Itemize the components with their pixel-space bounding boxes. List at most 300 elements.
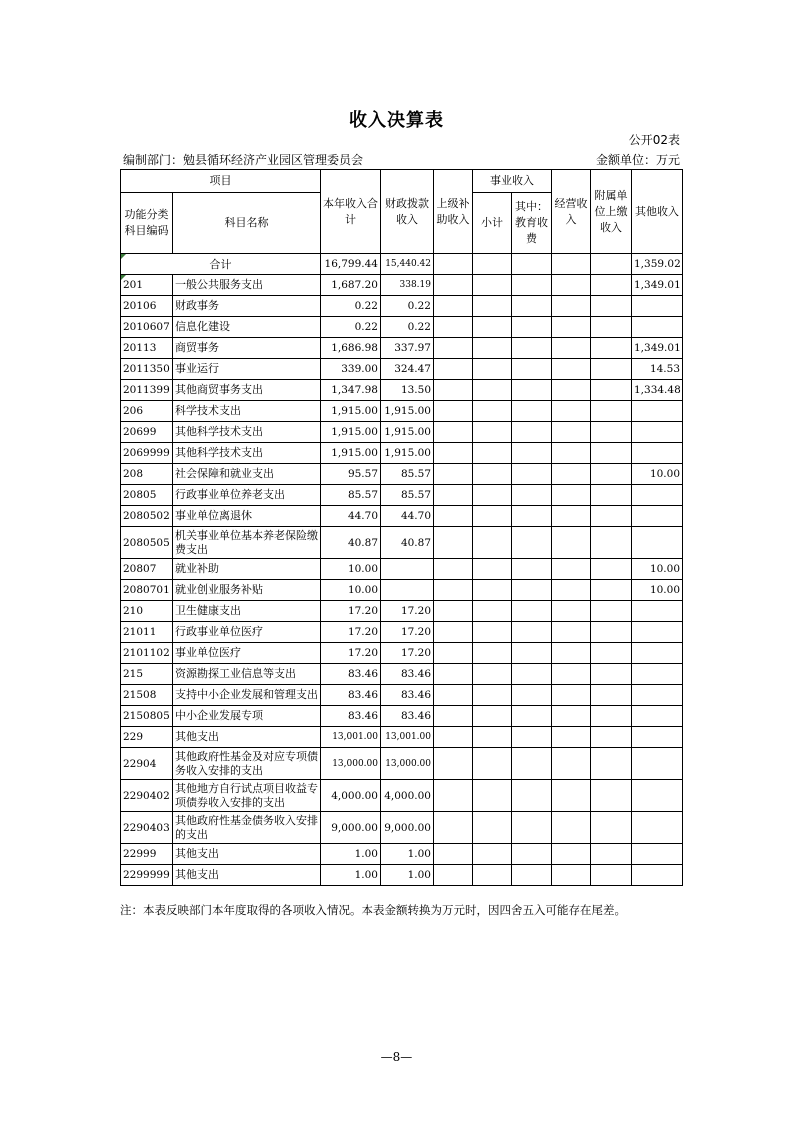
subject-name: 支持中小企业发展和管理支出 [173, 685, 321, 706]
table-row [121, 727, 683, 748]
table-row [121, 485, 683, 506]
subject-name: 商贸事务 [173, 338, 321, 359]
header-operating: 经营收入 [552, 170, 591, 254]
operating-value [552, 748, 591, 780]
subject-name: 其他政府性基金债务收入安排的支出 [173, 812, 321, 844]
business-subtotal-value [473, 380, 512, 401]
subsidiary-value [591, 812, 632, 844]
subject-name: 其他科学技术支出 [173, 443, 321, 464]
operating-value [552, 727, 591, 748]
table-row [121, 643, 683, 664]
subsidiary-value [591, 485, 632, 506]
subject-code: 20106 [121, 296, 173, 317]
business-subtotal-value [473, 748, 512, 780]
operating-value [552, 464, 591, 485]
subject-name: 事业单位离退休 [173, 506, 321, 527]
other-income-value: 1,334.48 [632, 380, 683, 401]
superior-value [434, 844, 473, 865]
total-income-value: 13,000.00 [321, 748, 381, 780]
total-income-value: 10.00 [321, 580, 381, 601]
header-item: 项目 [121, 170, 321, 193]
other-income-value [632, 727, 683, 748]
subject-name: 就业补助 [173, 559, 321, 580]
superior-value [434, 506, 473, 527]
subject-name: 资源勘探工业信息等支出 [173, 664, 321, 685]
business-subtotal-value [473, 485, 512, 506]
superior-value [434, 443, 473, 464]
table-row [121, 401, 683, 422]
superior-value [434, 380, 473, 401]
subject-name: 一般公共服务支出 [173, 275, 321, 296]
total-income-value: 40.87 [321, 527, 381, 559]
superior-value [434, 812, 473, 844]
fiscal-value: 1,915.00 [381, 401, 434, 422]
table-row [121, 622, 683, 643]
subject-code: 20805 [121, 485, 173, 506]
fiscal-value: 13.50 [381, 380, 434, 401]
total-income-value: 1,915.00 [321, 401, 381, 422]
edu-fee-value [512, 580, 552, 601]
compiling-department: 编制部门：勉县循环经济产业园区管理委员会 [123, 153, 364, 167]
subsidiary-value [591, 780, 632, 812]
fiscal-value: 17.20 [381, 643, 434, 664]
superior-value [434, 338, 473, 359]
table-row [121, 706, 683, 727]
other-income-value [632, 401, 683, 422]
subsidiary-value [591, 865, 632, 886]
operating-value [552, 622, 591, 643]
superior-value [434, 464, 473, 485]
fiscal-value: 83.46 [381, 685, 434, 706]
subject-code: 229 [121, 727, 173, 748]
business-subtotal-value [473, 622, 512, 643]
total-income-value: 83.46 [321, 685, 381, 706]
table-row [121, 748, 683, 780]
header-total-income: 本年收入合计 [321, 170, 381, 254]
business-subtotal-value [473, 865, 512, 886]
subject-code: 22999 [121, 844, 173, 865]
subject-name: 社会保障和就业支出 [173, 464, 321, 485]
business-subtotal-value [473, 580, 512, 601]
operating-value [552, 844, 591, 865]
edu-fee-value [512, 622, 552, 643]
subject-name: 事业单位医疗 [173, 643, 321, 664]
operating-value [552, 664, 591, 685]
subject-name: 其他商贸事务支出 [173, 380, 321, 401]
operating-value [552, 296, 591, 317]
subject-name: 其他地方自行试点项目收益专项债券收入安排的支出 [173, 780, 321, 812]
business-subtotal-value [473, 443, 512, 464]
page-title: 收入决算表 [349, 110, 444, 131]
superior-value [434, 485, 473, 506]
superior-value [434, 275, 473, 296]
subject-code: 20807 [121, 559, 173, 580]
other-income-value [632, 317, 683, 338]
operating-value [552, 422, 591, 443]
superior-value [434, 296, 473, 317]
superior-value [434, 780, 473, 812]
business-subtotal-value [473, 727, 512, 748]
business-subtotal-value [473, 359, 512, 380]
total-income-value: 83.46 [321, 664, 381, 685]
business-subtotal-value [473, 422, 512, 443]
subsidiary-value [591, 317, 632, 338]
superior-value [434, 622, 473, 643]
subject-code: 2101102 [121, 643, 173, 664]
subject-name: 事业运行 [173, 359, 321, 380]
fiscal-value: 4,000.00 [381, 780, 434, 812]
table-row [121, 580, 683, 601]
operating-value [552, 380, 591, 401]
subject-code: 2290402 [121, 780, 173, 812]
subject-code: 215 [121, 664, 173, 685]
fiscal-value: 0.22 [381, 317, 434, 338]
subject-code: 208 [121, 464, 173, 485]
operating-value [552, 527, 591, 559]
superior-value [434, 254, 473, 275]
table-note: 注：本表反映部门本年度取得的各项收入情况。本表金额转换为万元时，因四舍五入可能存在尾差。 [120, 903, 626, 917]
subject-code: 2011350 [121, 359, 173, 380]
total-income-value: 1,915.00 [321, 443, 381, 464]
other-income-value [632, 865, 683, 886]
subsidiary-value [591, 359, 632, 380]
business-subtotal-value [473, 506, 512, 527]
table-row [121, 601, 683, 622]
total-income-value: 17.20 [321, 601, 381, 622]
subject-code: 2080505 [121, 527, 173, 559]
subsidiary-value [591, 380, 632, 401]
table-row [121, 464, 683, 485]
subject-name: 信息化建设 [173, 317, 321, 338]
fiscal-value: 15,440.42 [381, 254, 434, 275]
table-row [121, 422, 683, 443]
subject-name: 其他支出 [173, 727, 321, 748]
subject-code: 2011399 [121, 380, 173, 401]
header-other: 其他收入 [632, 170, 683, 254]
operating-value [552, 780, 591, 812]
other-income-value: 14.53 [632, 359, 683, 380]
edu-fee-value [512, 464, 552, 485]
subsidiary-value [591, 559, 632, 580]
edu-fee-value [512, 338, 552, 359]
total-income-value: 44.70 [321, 506, 381, 527]
business-subtotal-value [473, 643, 512, 664]
other-income-value [632, 422, 683, 443]
form-number: 公开02表 [628, 133, 680, 147]
edu-fee-value [512, 601, 552, 622]
header-fiscal: 财政拨款收入 [381, 170, 434, 254]
header-superior: 上级补助收入 [434, 170, 473, 254]
superior-value [434, 422, 473, 443]
total-income-value: 1.00 [321, 844, 381, 865]
operating-value [552, 812, 591, 844]
edu-fee-value [512, 727, 552, 748]
fiscal-value: 9,000.00 [381, 812, 434, 844]
subsidiary-value [591, 464, 632, 485]
subject-name: 其他政府性基金及对应专项债务收入安排的支出 [173, 748, 321, 780]
table-row [121, 359, 683, 380]
total-income-value: 1,687.20 [321, 275, 381, 296]
fiscal-value: 13,000.00 [381, 748, 434, 780]
total-income-value: 17.20 [321, 622, 381, 643]
operating-value [552, 275, 591, 296]
edu-fee-value [512, 844, 552, 865]
operating-value [552, 506, 591, 527]
fiscal-value: 44.70 [381, 506, 434, 527]
operating-value [552, 580, 591, 601]
total-income-value: 83.46 [321, 706, 381, 727]
other-income-value: 10.00 [632, 580, 683, 601]
subject-code: 210 [121, 601, 173, 622]
business-subtotal-value [473, 780, 512, 812]
subject-name: 其他支出 [173, 865, 321, 886]
total-income-value: 10.00 [321, 559, 381, 580]
edu-fee-value [512, 643, 552, 664]
subject-name: 行政事业单位养老支出 [173, 485, 321, 506]
other-income-value [632, 506, 683, 527]
total-income-value: 1,686.98 [321, 338, 381, 359]
table-row [121, 780, 683, 812]
edu-fee-value [512, 664, 552, 685]
table-body [121, 254, 683, 886]
other-income-value [632, 664, 683, 685]
edu-fee-value [512, 401, 552, 422]
operating-value [552, 706, 591, 727]
total-income-value: 1,915.00 [321, 422, 381, 443]
operating-value [552, 317, 591, 338]
business-subtotal-value [473, 401, 512, 422]
total-income-value: 13,001.00 [321, 727, 381, 748]
business-subtotal-value [473, 559, 512, 580]
header-subject-name: 科目名称 [173, 193, 321, 254]
header-subtotal: 小计 [473, 193, 512, 254]
operating-value [552, 254, 591, 275]
fiscal-value: 337.97 [381, 338, 434, 359]
edu-fee-value [512, 485, 552, 506]
subsidiary-value [591, 422, 632, 443]
subsidiary-value [591, 275, 632, 296]
other-income-value: 1,349.01 [632, 275, 683, 296]
other-income-value [632, 296, 683, 317]
income-table [120, 169, 683, 886]
superior-value [434, 580, 473, 601]
subsidiary-value [591, 254, 632, 275]
subsidiary-value [591, 748, 632, 780]
edu-fee-value [512, 296, 552, 317]
table-row [121, 685, 683, 706]
other-income-value: 10.00 [632, 559, 683, 580]
other-income-value: 1,349.01 [632, 338, 683, 359]
table-row [121, 338, 683, 359]
subject-code: 21011 [121, 622, 173, 643]
table-row [121, 506, 683, 527]
subsidiary-value [591, 338, 632, 359]
subject-code: 20699 [121, 422, 173, 443]
edu-fee-value [512, 559, 552, 580]
other-income-value [632, 643, 683, 664]
business-subtotal-value [473, 601, 512, 622]
table-row [121, 865, 683, 886]
table-row [121, 664, 683, 685]
business-subtotal-value [473, 296, 512, 317]
edu-fee-value [512, 506, 552, 527]
edu-fee-value [512, 422, 552, 443]
other-income-value [632, 706, 683, 727]
edu-fee-value [512, 527, 552, 559]
total-income-value: 1,347.98 [321, 380, 381, 401]
subject-code: 21508 [121, 685, 173, 706]
edu-fee-value [512, 812, 552, 844]
business-subtotal-value [473, 685, 512, 706]
fiscal-value: 0.22 [381, 296, 434, 317]
superior-value [434, 527, 473, 559]
fiscal-value: 1,915.00 [381, 422, 434, 443]
subsidiary-value [591, 601, 632, 622]
subject-code: 22904 [121, 748, 173, 780]
total-income-value: 4,000.00 [321, 780, 381, 812]
superior-value [434, 559, 473, 580]
subject-name: 中小企业发展专项 [173, 706, 321, 727]
total-income-value: 339.00 [321, 359, 381, 380]
table-row [121, 559, 683, 580]
other-income-value [632, 685, 683, 706]
other-income-value: 1,359.02 [632, 254, 683, 275]
table-row [121, 317, 683, 338]
superior-value [434, 865, 473, 886]
subsidiary-value [591, 296, 632, 317]
other-income-value [632, 601, 683, 622]
header-edu-fee: 其中：教育收费 [512, 193, 552, 254]
operating-value [552, 643, 591, 664]
table-row [121, 275, 683, 296]
page-number: —8— [380, 1050, 413, 1064]
subsidiary-value [591, 706, 632, 727]
edu-fee-value [512, 254, 552, 275]
total-label: 合计 [121, 254, 321, 275]
subsidiary-value [591, 443, 632, 464]
superior-value [434, 317, 473, 338]
table-row [121, 254, 683, 275]
subsidiary-value [591, 506, 632, 527]
fiscal-value: 17.20 [381, 622, 434, 643]
superior-value [434, 685, 473, 706]
subsidiary-value [591, 685, 632, 706]
business-subtotal-value [473, 812, 512, 844]
operating-value [552, 443, 591, 464]
subject-code: 201 [121, 275, 173, 296]
operating-value [552, 338, 591, 359]
fiscal-value: 1.00 [381, 844, 434, 865]
superior-value [434, 643, 473, 664]
operating-value [552, 685, 591, 706]
operating-value [552, 359, 591, 380]
edu-fee-value [512, 865, 552, 886]
edu-fee-value [512, 706, 552, 727]
subject-code: 206 [121, 401, 173, 422]
header-subsidiary: 附属单位上缴收入 [591, 170, 632, 254]
table-row [121, 527, 683, 559]
fiscal-value: 83.46 [381, 706, 434, 727]
fiscal-value: 1,915.00 [381, 443, 434, 464]
edu-fee-value [512, 380, 552, 401]
table-row [121, 443, 683, 464]
superior-value [434, 664, 473, 685]
header-business: 事业收入 [473, 170, 552, 193]
subsidiary-value [591, 664, 632, 685]
other-income-value [632, 780, 683, 812]
edu-fee-value [512, 685, 552, 706]
subsidiary-value [591, 844, 632, 865]
fiscal-value: 13,001.00 [381, 727, 434, 748]
subject-name: 科学技术支出 [173, 401, 321, 422]
fiscal-value: 324.47 [381, 359, 434, 380]
operating-value [552, 559, 591, 580]
business-subtotal-value [473, 706, 512, 727]
fiscal-value: 85.57 [381, 464, 434, 485]
subject-code: 2290403 [121, 812, 173, 844]
subject-name: 就业创业服务补贴 [173, 580, 321, 601]
other-income-value [632, 748, 683, 780]
total-income-value: 17.20 [321, 643, 381, 664]
subject-name: 卫生健康支出 [173, 601, 321, 622]
fiscal-value [381, 580, 434, 601]
table-row [121, 296, 683, 317]
other-income-value [632, 812, 683, 844]
header-func-code: 功能分类科目编码 [121, 193, 173, 254]
total-income-value: 0.22 [321, 296, 381, 317]
superior-value [434, 359, 473, 380]
total-income-value: 85.57 [321, 485, 381, 506]
business-subtotal-value [473, 464, 512, 485]
business-subtotal-value [473, 275, 512, 296]
subsidiary-value [591, 727, 632, 748]
subject-code: 2069999 [121, 443, 173, 464]
operating-value [552, 865, 591, 886]
subsidiary-value [591, 527, 632, 559]
fiscal-value [381, 559, 434, 580]
operating-value [552, 601, 591, 622]
subject-name: 财政事务 [173, 296, 321, 317]
business-subtotal-value [473, 664, 512, 685]
other-income-value: 10.00 [632, 464, 683, 485]
edu-fee-value [512, 443, 552, 464]
superior-value [434, 401, 473, 422]
edu-fee-value [512, 317, 552, 338]
total-income-value: 1.00 [321, 865, 381, 886]
subject-name: 其他科学技术支出 [173, 422, 321, 443]
edu-fee-value [512, 748, 552, 780]
other-income-value [632, 622, 683, 643]
amount-unit: 金额单位：万元 [595, 153, 680, 167]
subject-name: 其他支出 [173, 844, 321, 865]
other-income-value [632, 485, 683, 506]
edu-fee-value [512, 780, 552, 812]
subject-code: 2080701 [121, 580, 173, 601]
business-subtotal-value [473, 317, 512, 338]
other-income-value [632, 844, 683, 865]
business-subtotal-value [473, 338, 512, 359]
subsidiary-value [591, 622, 632, 643]
subject-name: 行政事业单位医疗 [173, 622, 321, 643]
other-income-value [632, 527, 683, 559]
subject-code: 20113 [121, 338, 173, 359]
other-income-value [632, 443, 683, 464]
total-income-value: 16,799.44 [321, 254, 381, 275]
total-income-value: 0.22 [321, 317, 381, 338]
subsidiary-value [591, 401, 632, 422]
table-row [121, 844, 683, 865]
superior-value [434, 706, 473, 727]
